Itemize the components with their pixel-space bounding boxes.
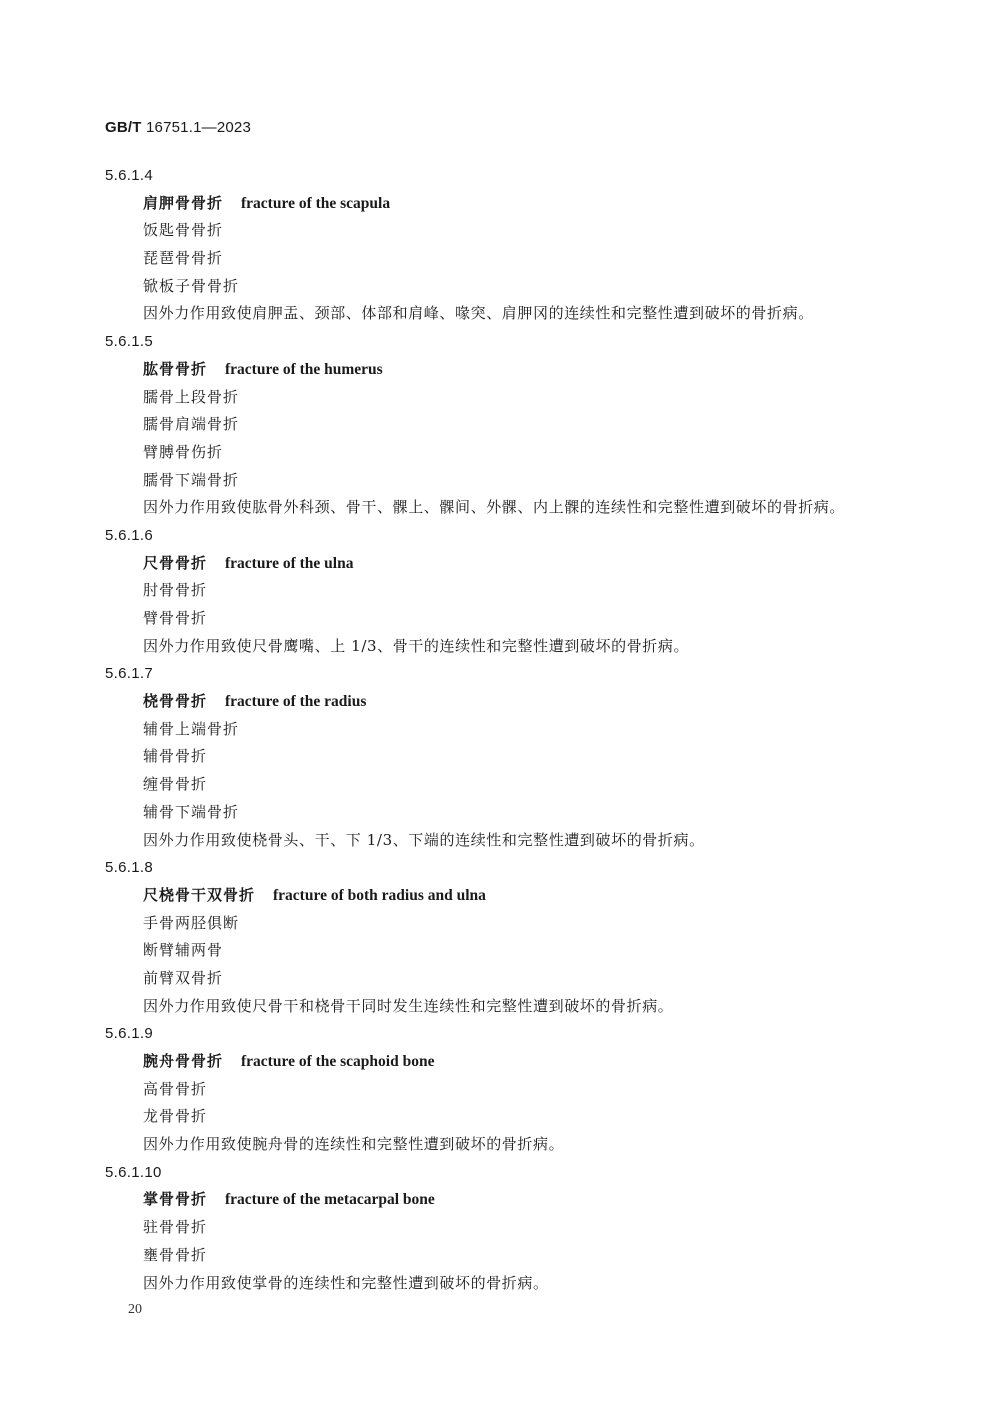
synonym-term: 手骨两胫俱断 <box>143 913 240 932</box>
synonym-term: 锨板子骨骨折 <box>143 276 240 295</box>
term-definition: 因外力作用致使桡骨头、干、下 1/3、下端的连续性和完整性遭到破坏的骨折病。 <box>143 830 705 849</box>
term-english: fracture of the humerus <box>225 360 383 378</box>
clause-number: 5.6.1.4 <box>105 167 153 184</box>
term-heading <box>105 190 965 218</box>
term-chinese: 掌骨骨折 <box>143 1190 208 1209</box>
term-definition: 因外力作用致使尺骨干和桡骨干同时发生连续性和完整性遭到破坏的骨折病。 <box>143 996 674 1015</box>
clause-number: 5.6.1.7 <box>105 665 153 683</box>
synonym-term: 壅骨骨折 <box>143 1245 208 1264</box>
synonym-term: 臑骨上段骨折 <box>143 387 240 406</box>
synonym-term: 臂骨骨折 <box>143 609 208 627</box>
term-english: fracture of the ulna <box>225 554 354 572</box>
synonym-term: 缠骨骨折 <box>143 775 208 794</box>
clause-number: 5.6.1.8 <box>105 859 153 877</box>
term-heading <box>105 1186 965 1214</box>
term-english: fracture of both radius and ulna <box>273 886 486 904</box>
term-entry <box>105 1159 965 1297</box>
term-heading <box>105 688 965 716</box>
term-entry <box>105 522 965 660</box>
page-number: 20 <box>128 1302 142 1317</box>
term-heading <box>105 356 965 384</box>
synonym-term: 琵琶骨骨折 <box>143 249 224 268</box>
term-heading <box>105 1048 965 1076</box>
synonym-term: 臂膊骨伤折 <box>143 442 224 461</box>
clause-number: 5.6.1.10 <box>105 1163 162 1181</box>
term-definition: 因外力作用致使腕舟骨的连续性和完整性遭到破坏的骨折病。 <box>143 1135 565 1154</box>
term-definition: 因外力作用致使掌骨的连续性和完整性遭到破坏的骨折病。 <box>143 1273 549 1292</box>
term-heading <box>105 882 965 910</box>
term-entries <box>105 162 965 1297</box>
term-definition: 因外力作用致使肩胛盂、颈部、体部和肩峰、喙突、肩胛冈的连续性和完整性遭到破坏的骨折病。 <box>143 304 814 323</box>
synonym-term: 驻骨骨折 <box>143 1218 208 1237</box>
standard-number: 16751.1—2023 <box>146 119 252 136</box>
synonym-term: 断臂辅两骨 <box>143 941 224 960</box>
term-chinese: 腕舟骨骨折 <box>143 1052 224 1070</box>
clause-number: 5.6.1.9 <box>105 1025 153 1043</box>
term-entry <box>105 1020 965 1158</box>
synonym-term: 龙骨骨折 <box>143 1107 208 1126</box>
synonym-term: 辅骨下端骨折 <box>143 802 240 821</box>
term-entry <box>105 328 965 522</box>
term-chinese: 肩胛骨骨折 <box>143 193 224 212</box>
term-chinese: 桡骨骨折 <box>143 692 208 711</box>
term-heading <box>105 550 965 578</box>
synonym-term: 高骨骨折 <box>143 1079 208 1098</box>
synonym-term: 臑骨肩端骨折 <box>143 415 240 434</box>
term-definition: 因外力作用致使尺骨鹰嘴、上 1/3、骨干的连续性和完整性遭到破坏的骨折病。 <box>143 636 690 655</box>
term-chinese: 尺桡骨干双骨折 <box>143 885 256 904</box>
synonym-term: 肘骨骨折 <box>143 581 208 600</box>
term-entry <box>105 162 965 328</box>
synonym-term: 辅骨上端骨折 <box>143 719 240 738</box>
standard-prefix: GB/T <box>105 119 142 136</box>
synonym-term: 饭匙骨骨折 <box>143 221 224 240</box>
term-entry <box>105 660 965 854</box>
term-english: fracture of the metacarpal bone <box>225 1191 435 1209</box>
clause-number: 5.6.1.6 <box>105 526 153 544</box>
clause-number: 5.6.1.5 <box>105 333 153 351</box>
synonym-term: 臑骨下端骨折 <box>143 470 240 489</box>
term-english: fracture of the scapula <box>241 194 391 212</box>
term-chinese: 尺骨骨折 <box>143 553 208 572</box>
synonym-term: 辅骨骨折 <box>143 747 208 766</box>
term-definition: 因外力作用致使肱骨外科颈、骨干、髁上、髁间、外髁、内上髁的连续性和完整性遭到破坏的骨折病。 <box>143 498 846 517</box>
synonym-term: 前臂双骨折 <box>143 968 224 987</box>
term-english: fracture of the scaphoid bone <box>241 1053 435 1070</box>
standard-code-header <box>105 119 251 136</box>
term-entry <box>105 854 965 1020</box>
term-chinese: 肱骨骨折 <box>143 359 208 378</box>
term-english: fracture of the radius <box>225 693 367 711</box>
